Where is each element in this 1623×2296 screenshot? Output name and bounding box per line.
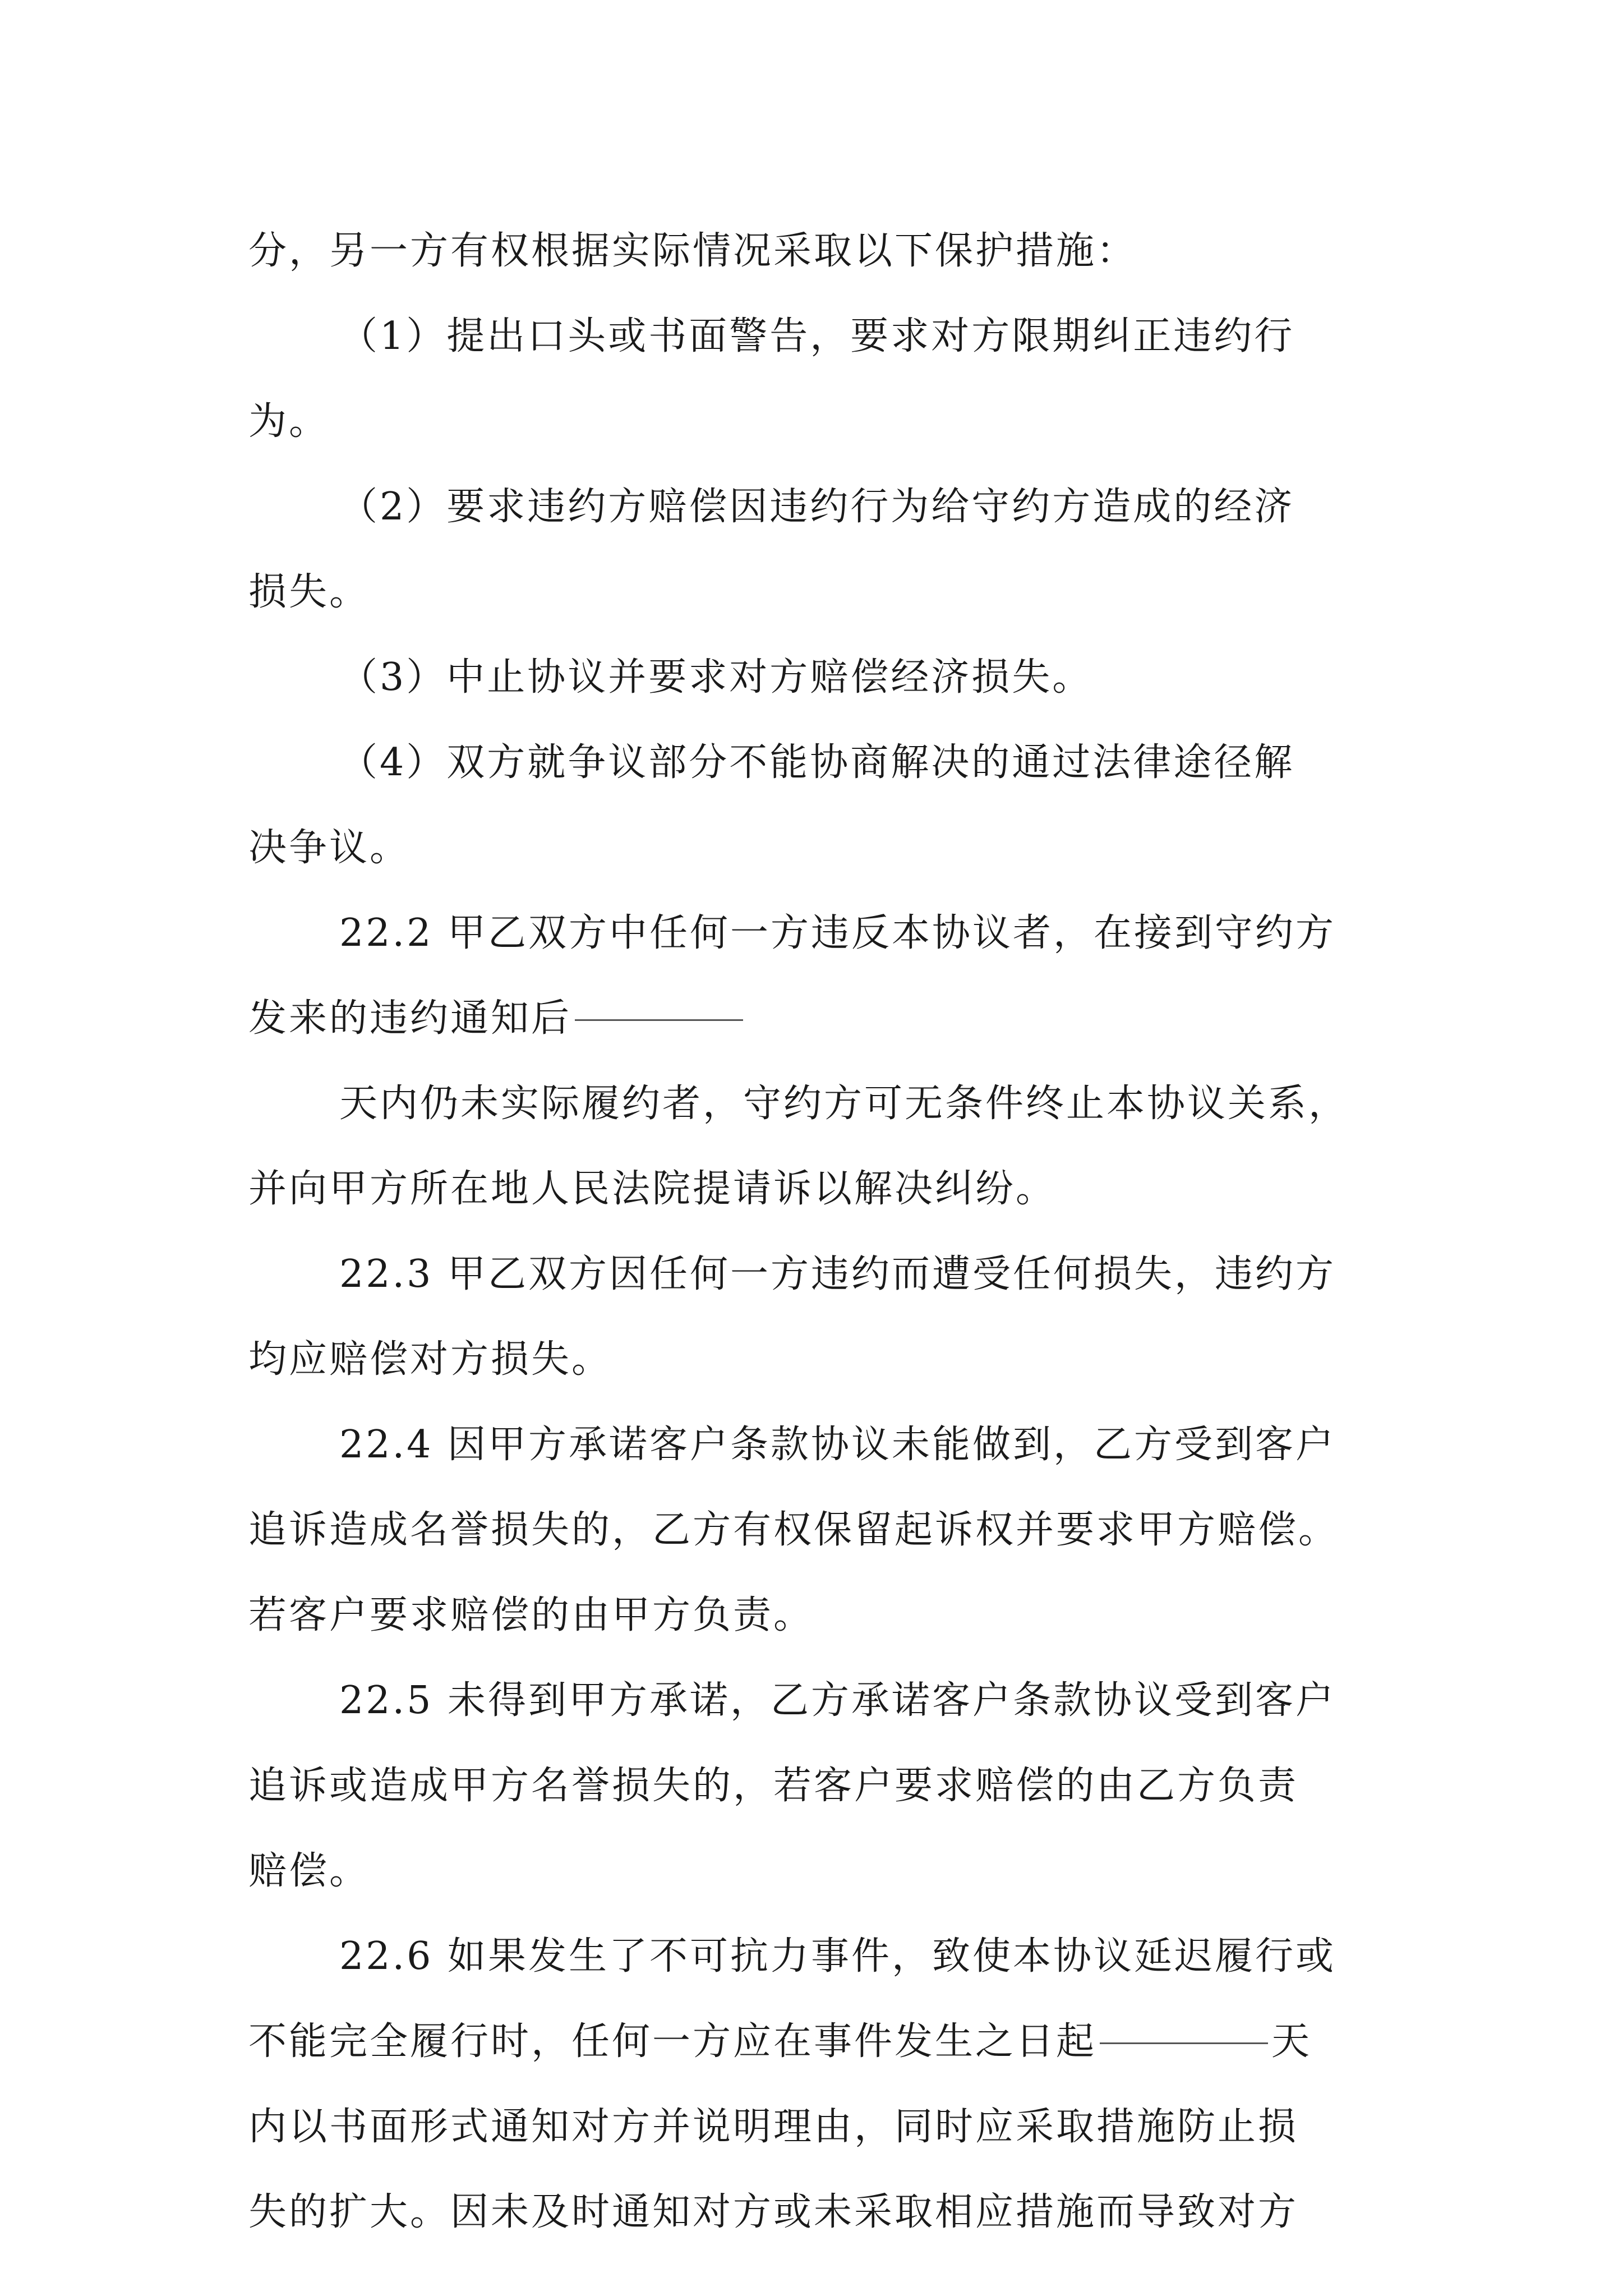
text-line: （2）要求违约方赔偿因违约行为给守约方造成的经济 xyxy=(339,485,1295,529)
text-segment: 发来的违约通知后 xyxy=(248,996,572,1041)
text-line: 天内仍未实际履约者，守约方可无条件终止本协议关系， xyxy=(339,1082,1349,1126)
text-line: 赔偿。 xyxy=(248,1849,370,1893)
text-line: 并向甲方所在地人民法院提请诉以解决纠纷。 xyxy=(248,1167,1057,1211)
text-line-with-blank xyxy=(248,1999,1387,2085)
text-line: （1）提出口头或书面警告，要求对方限期纠正违约行 xyxy=(339,314,1295,358)
text-line-with-blank xyxy=(248,976,1387,1061)
text-line: 分，另一方有权根据实际情况采取以下保护措施： xyxy=(248,229,1137,273)
text-line: 追诉造成名誉损失的，乙方有权保留起诉权并要求甲方赔偿。 xyxy=(248,1508,1339,1552)
text-line: 22.3 甲乙双方因任何一方违约而遭受任何损失，违约方 xyxy=(339,1252,1336,1296)
fill-in-blank xyxy=(1100,2040,1268,2044)
fill-in-blank xyxy=(575,1017,743,1021)
text-line: （3）中止协议并要求对方赔偿经济损失。 xyxy=(339,655,1093,700)
text-line: 内以书面形式通知对方并说明理由，同时应采取措施防止损 xyxy=(248,2105,1299,2149)
text-line: 决争议。 xyxy=(248,826,411,870)
text-line: 均应赔偿对方损失。 xyxy=(248,1337,612,1382)
text-line: 22.6 如果发生了不可抗力事件，致使本协议延迟履行或 xyxy=(339,1934,1336,1978)
text-line: （4）双方就争议部分不能协商解决的通过法律途径解 xyxy=(339,740,1295,785)
contract-text xyxy=(248,209,1387,2255)
text-line: 若客户要求赔偿的由甲方负责。 xyxy=(248,1593,814,1637)
text-line: 为。 xyxy=(248,399,330,444)
text-line: 失的扩大。因未及时通知对方或未采取相应措施而导致对方 xyxy=(248,2190,1299,2234)
text-line: 追诉或造成甲方名誉损失的，若客户要求赔偿的由乙方负责 xyxy=(248,1764,1299,1808)
text-segment: 天 xyxy=(1271,2019,1312,2064)
text-line: 22.5 未得到甲方承诺，乙方承诺客户条款协议受到客户 xyxy=(339,1678,1336,1723)
text-line: 22.4 因甲方承诺客户条款协议未能做到，乙方受到客户 xyxy=(339,1423,1336,1467)
text-segment: 不能完全履行时，任何一方应在事件发生之日起 xyxy=(248,2019,1097,2064)
text-line: 损失。 xyxy=(248,570,370,614)
text-line: 22.2 甲乙双方中任何一方违反本协议者，在接到守约方 xyxy=(339,911,1336,955)
